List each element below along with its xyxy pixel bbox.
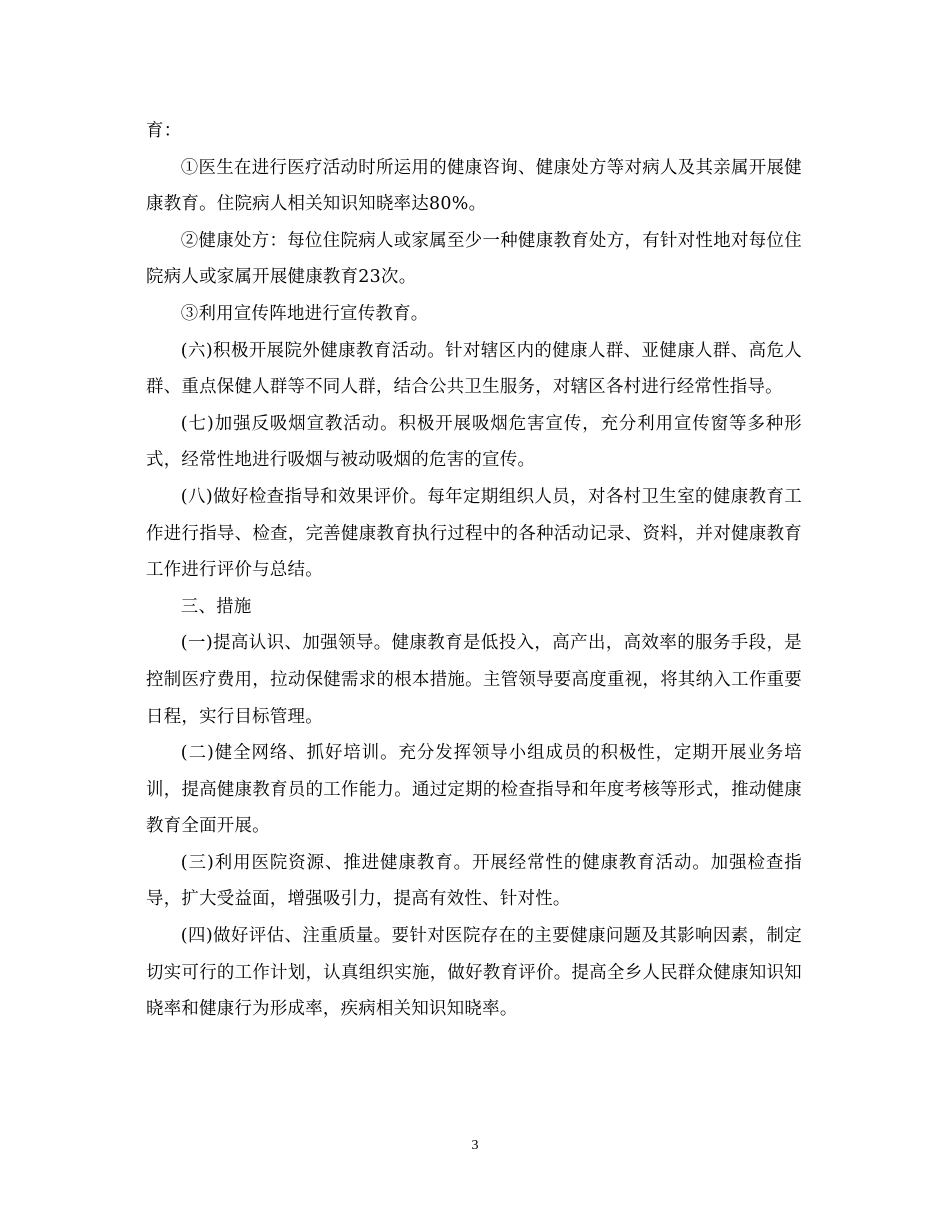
paragraph-item-1: ①医生在进行医疗活动时所运用的健康咨询、健康处方等对病人及其亲属开展健康教育。住院病人相关知识知晓率达80%。 [146, 157, 802, 215]
paragraph-measure-4: (四)做好评估、注重质量。要针对医院存在的主要健康问题及其影响因素，制定切实可行的工作计划，认真组织实施，做好教育评价。提高全乡人民群众健康知识知晓率和健康行为形成率，疾病相关知识知晓率。 [146, 926, 802, 1020]
paragraph-measure-3: (三)利用医院资源、推进健康教育。开展经常性的健康教育活动。加强检查指导，扩大受益面，增强吸引力，提高有效性、针对性。 [146, 852, 802, 910]
paragraph-item-2: ②健康处方：每位住院病人或家属至少一种健康教育处方，有针对性地对每位住院病人或家属开展健康教育23次。 [146, 230, 802, 288]
paragraph-section-7: (七)加强反吸烟宣教活动。积极开展吸烟危害宣传，充分利用宣传窗等多种形式，经常性地进行吸烟与被动吸烟的危害的宣传。 [146, 413, 802, 471]
paragraph-measure-2: (二)健全网络、抓好培训。充分发挥领导小组成员的积极性，定期开展业务培训，提高健康教育员的工作能力。通过定期的检查指导和年度考核等形式，推动健康教育全面开展。 [146, 743, 802, 837]
document-body [146, 113, 802, 1028]
paragraph-continuation: 育： [146, 121, 182, 141]
page-number: 3 [471, 1138, 479, 1153]
paragraph-section-8: (八)做好检查指导和效果评价。每年定期组织人员，对各村卫生室的健康教育工作进行指导、检查，完善健康教育执行过程中的各种活动记录、资料，并对健康教育工作进行评价与总结。 [146, 486, 802, 581]
heading-measures: 三、措施 [180, 596, 252, 617]
paragraph-measure-1: (一)提高认识、加强领导。健康教育是低投入，高产出，高效率的服务手段，是控制医疗费用，拉动保健需求的根本措施。主管领导要高度重视，将其纳入工作重要日程，实行目标管理。 [146, 633, 802, 727]
paragraph-item-3: ③利用宣传阵地进行宣传教育。 [180, 303, 429, 324]
paragraph-section-6: (六)积极开展院外健康教育活动。针对辖区内的健康人群、亚健康人群、高危人群、重点保健人群等不同人群，结合公共卫生服务，对辖区各村进行经常性指导。 [146, 340, 802, 398]
